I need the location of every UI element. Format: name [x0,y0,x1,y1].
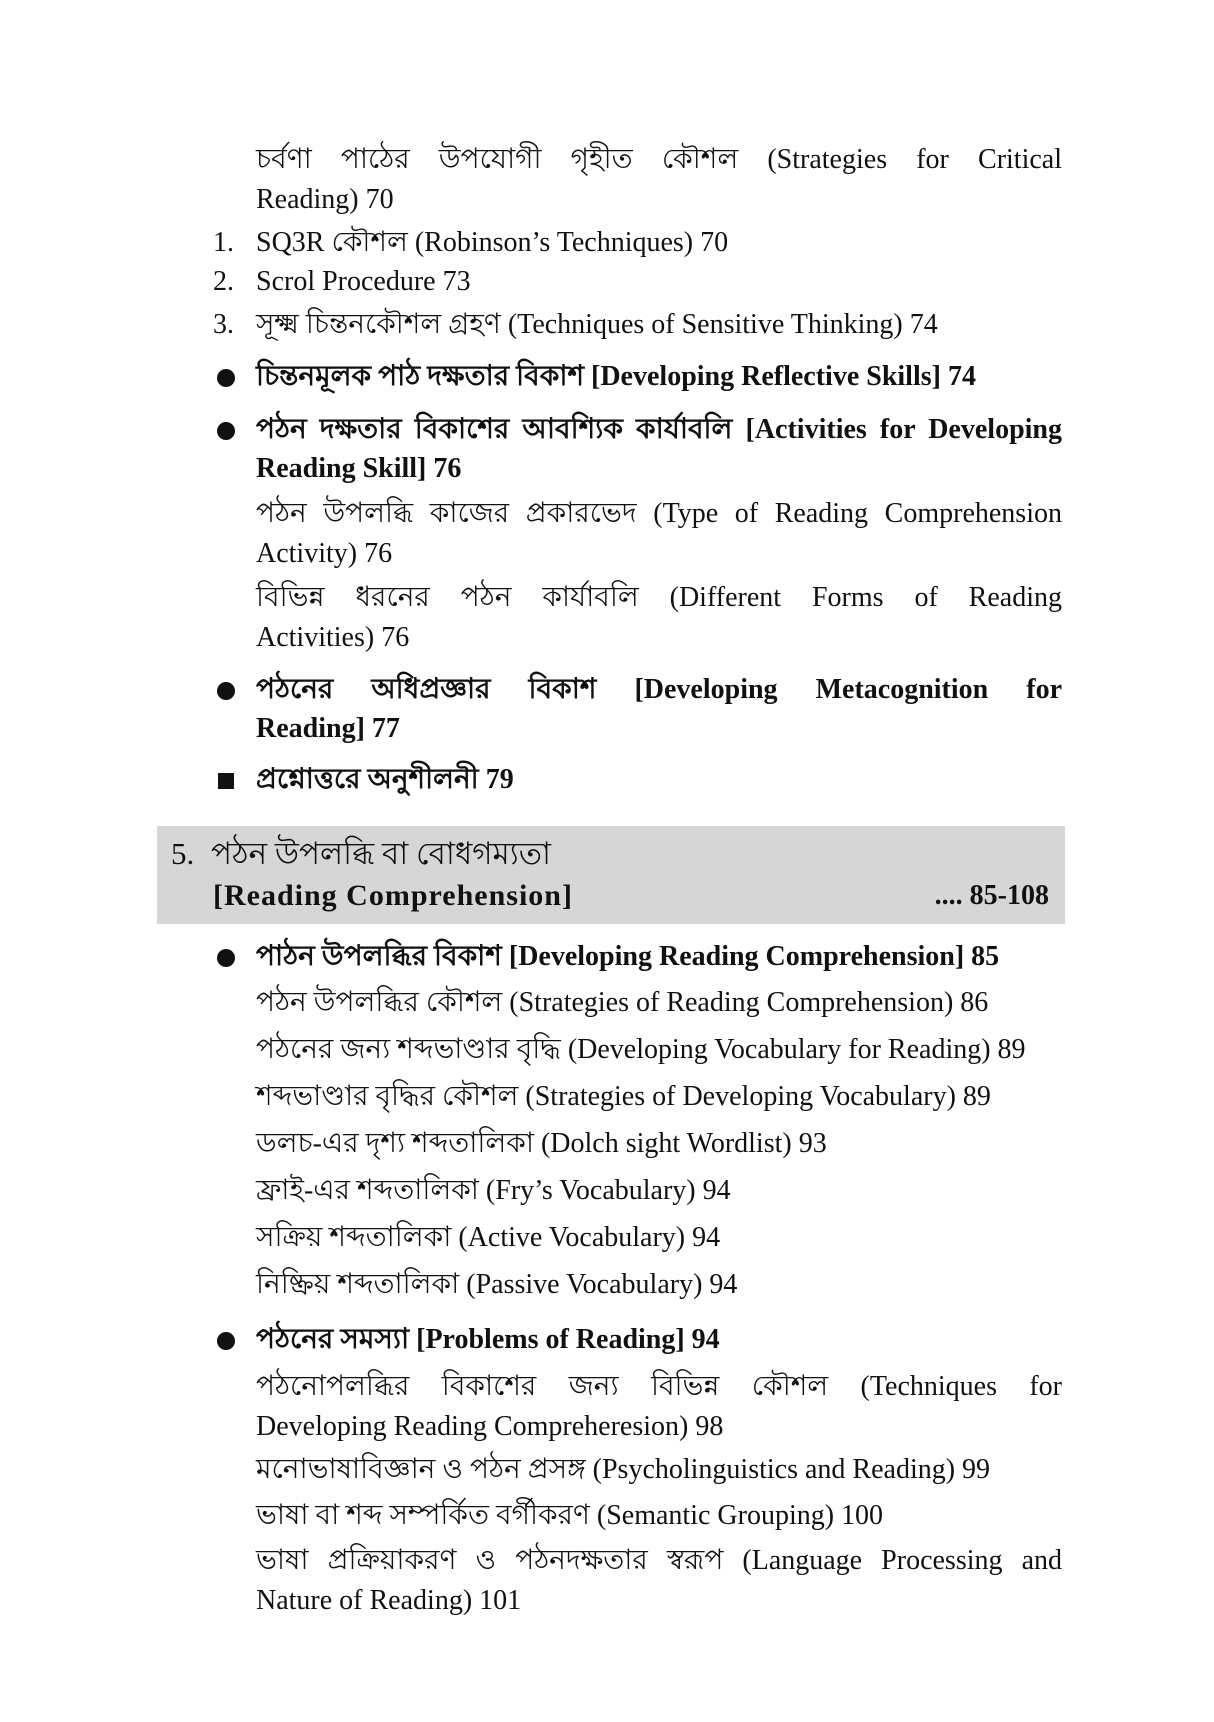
toc-entry-text: সূক্ষ্ম চিন্তনকৌশল গ্রহণ (Techniques of Sensitive Thinking) 74 [256,309,938,340]
toc-entry-text: ভাষা বা শব্দ সম্পর্কিত বর্গীকরণ (Semantic Grouping) 100 [256,1500,884,1531]
toc-entry-text: মনোভাষাবিজ্ঞান ও পঠন প্রসঙ্গ (Psycholinguistics and Reading) 99 [256,1454,991,1485]
toc-entry-text: পঠনোপলব্ধির বিকাশের জন্য বিভিন্ন কৌশল (Techniques for [256,1371,1062,1402]
bullet-icon [217,422,235,440]
bullet-icon [217,682,235,700]
toc-entry-text: Reading) 70 [256,184,394,215]
toc-entry-text: পঠন উপলব্ধি কাজের প্রকারভেদ (Type of Reading Comprehension [256,498,1062,529]
toc-entry-text: শব্দভাণ্ডার বৃদ্ধির কৌশল (Strategies of Developing Vocabulary) 89 [256,1081,991,1112]
square-bullet-icon [218,773,234,789]
toc-entry-text: Activities) 76 [256,622,410,653]
toc-entry-text: Reading] 77 [256,713,400,744]
toc-entry-text: Activity) 76 [256,538,393,569]
toc-entry-text: ফ্রাই-এর শব্দতালিকা (Fry’s Vocabulary) 94 [256,1175,731,1206]
toc-entry-text: ভাষা প্রক্রিয়াকরণ ও পঠনদক্ষতার স্বরূপ (Language Processing and [256,1545,1062,1576]
chapter-title-bn: পঠন উপলব্ধি বা বোধগম্যতা [211,836,551,871]
toc-entry-text: নিষ্ক্রিয় শব্দতালিকা (Passive Vocabulary) 94 [256,1269,738,1300]
toc-entry-text: পঠন উপলব্ধির কৌশল (Strategies of Reading Comprehension) 86 [256,987,989,1018]
entry-number: 2. [213,266,234,297]
toc-entry-text: পাঠন উপলব্ধির বিকাশ [Developing Reading Comprehension] 85 [256,941,1000,972]
toc-entry-text: ডলচ-এর দৃশ্য শব্দতালিকা (Dolch sight Wordlist) 93 [256,1128,827,1159]
toc-entry-text: পঠনের অধিপ্রজ্ঞার বিকাশ [Developing Metacognition for [256,674,1062,705]
chapter-number: 5. [171,836,195,871]
toc-entry-text: SQ3R কৌশল (Robinson’s Techniques) 70 [256,227,729,258]
entry-number: 1. [213,227,234,258]
toc-entry-text: প্রশ্নোত্তরে অনুশীলনী 79 [256,764,514,795]
toc-entry-text: চর্বণা পাঠের উপযোগী গৃহীত কৌশল (Strategies for Critical [256,144,1062,175]
toc-entry-text: Scrol Procedure 73 [256,266,471,297]
entry-number: 3. [213,309,234,340]
toc-entry-text: Developing Reading Compreheresion) 98 [256,1411,724,1442]
toc-entry-text: পঠনের সমস্যা [Problems of Reading] 94 [256,1324,720,1355]
toc-entry-text: বিভিন্ন ধরনের পঠন কার্যাবলি (Different Forms of Reading [256,582,1062,613]
bullet-icon [217,949,235,967]
toc-entry-text: চিন্তনমূলক পাঠ দক্ষতার বিকাশ [Developing Reflective Skills] 74 [256,361,976,392]
chapter-heading [157,826,1065,924]
toc-entry-text: পঠনের জন্য শব্দভাণ্ডার বৃদ্ধি (Developing Vocabulary for Reading) 89 [256,1034,1026,1065]
bullet-icon [217,1332,235,1350]
bullet-icon [217,369,235,387]
toc-entry-text: পঠন দক্ষতার বিকাশের আবশ্যিক কার্যাবলি [Activities for Developing [256,414,1062,445]
toc-entry-text: সক্রিয় শব্দতালিকা (Active Vocabulary) 94 [256,1222,721,1253]
toc-entry-text: Reading Skill] 76 [256,453,462,484]
chapter-title-en: [Reading Comprehension] [213,879,573,912]
toc-entry-text: Nature of Reading) 101 [256,1585,522,1616]
chapter-page-range: .... 85-108 [934,880,1049,911]
